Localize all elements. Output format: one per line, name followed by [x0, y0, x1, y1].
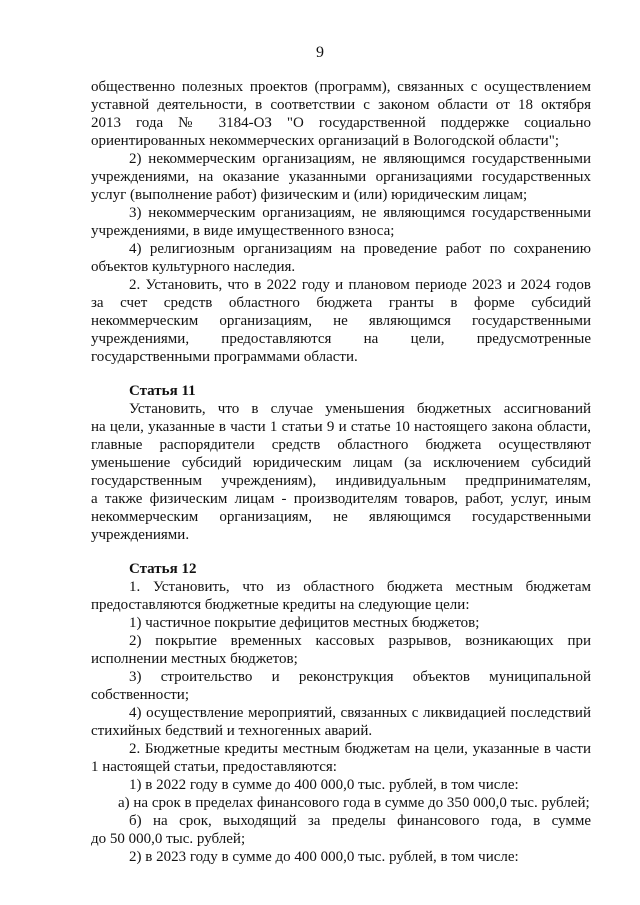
text-line: 2) в 2023 году в сумме до 400 000,0 тыс. рублей, в том числе: — [129, 849, 519, 865]
text-line: объектов культурного наследия. — [91, 259, 296, 275]
text-line: за счет средств областного бюджета гранты в форме субсидий — [91, 295, 591, 311]
text-line: 1) в 2022 году в сумме до 400 000,0 тыс. рублей, в том числе: — [129, 777, 519, 793]
text-line: некоммерческим организациям, не являющимся государственными — [91, 509, 591, 525]
article-12-heading: Статья 12 — [129, 561, 197, 577]
text-line: 1) частичное покрытие дефицитов местных бюджетов; — [129, 615, 480, 631]
text-line: 3) строительство и реконструкция объектов муниципальной — [129, 669, 591, 685]
text-line: собственности; — [91, 687, 189, 703]
text-line: государственными программами области. — [91, 349, 358, 365]
text-line: а также физическим лицам - производителям товаров, работ, услуг, иным — [91, 491, 591, 507]
text-line: общественно полезных проектов (программ), связанных с осуществлением — [91, 79, 591, 95]
text-line: на цели, указанные в части 1 статьи 9 и статье 10 настоящего закона области, — [91, 419, 591, 435]
text-line: 2013 года № 3184-ОЗ "О государственной поддержке социально — [91, 115, 591, 131]
text-line: 2) покрытие временных кассовых разрывов, возникающих при — [129, 633, 591, 649]
text-line: 4) осуществление мероприятий, связанных с ликвидацией последствий — [129, 705, 591, 721]
text-line: ориентированных некоммерческих организаций в Вологодской области"; — [91, 133, 559, 149]
text-line: некоммерческим организациям, не являющимся государственными — [91, 313, 591, 329]
text-line: 4) религиозным организациям на проведение работ по сохранению — [129, 241, 591, 257]
text-line: Установить, что в случае уменьшения бюджетных ассигнований — [129, 401, 591, 417]
article-11-heading: Статья 11 — [129, 383, 196, 399]
text-line: учреждениями, предоставляются на цели, предусмотренные — [91, 331, 591, 347]
text-line: а) на срок в пределах финансового года в сумме до 350 000,0 тыс. рублей; — [118, 795, 590, 811]
text-line: 1 настоящей статьи, предоставляются: — [91, 759, 337, 775]
text-line: 3) некоммерческим организациям, не являющимся государственными — [129, 205, 591, 221]
text-line: уставной деятельности, в соответствии с законом области от 18 октября — [91, 97, 591, 113]
text-line: услуг (выполнение работ) физическим и (или) юридическим лицам; — [91, 187, 528, 203]
text-line: исполнении местных бюджетов; — [91, 651, 298, 667]
text-line: уменьшение субсидий юридическим лицам (за исключением субсидий — [91, 455, 591, 471]
text-line: б) на срок, выходящий за пределы финансового года, в сумме — [129, 813, 591, 829]
text-line: учреждениями. — [91, 527, 190, 543]
text-line: до 50 000,0 тыс. рублей; — [91, 831, 246, 847]
text-line: 2. Бюджетные кредиты местным бюджетам на цели, указанные в части — [129, 741, 591, 757]
text-line: 2. Установить, что в 2022 году и плановом периоде 2023 и 2024 годов — [129, 277, 591, 293]
text-line: учреждениями, на оказание указанными организациями государственных — [91, 169, 591, 185]
text-line: 2) некоммерческим организациям, не являющимся государственными — [129, 151, 591, 167]
text-line: главные распорядители средств областного бюджета осуществляют — [91, 437, 591, 453]
text-line: государственным учреждениям), индивидуальным предпринимателям, — [91, 473, 591, 489]
text-line: стихийных бедствий и техногенных аварий. — [91, 723, 373, 739]
page-number: 9 — [316, 44, 324, 61]
text-line: учреждениями, в виде имущественного взноса; — [91, 223, 395, 239]
text-line: 1. Установить, что из областного бюджета местным бюджетам — [129, 579, 591, 595]
document-body — [91, 78, 591, 866]
text-line: предоставляются бюджетные кредиты на следующие цели: — [91, 597, 470, 613]
